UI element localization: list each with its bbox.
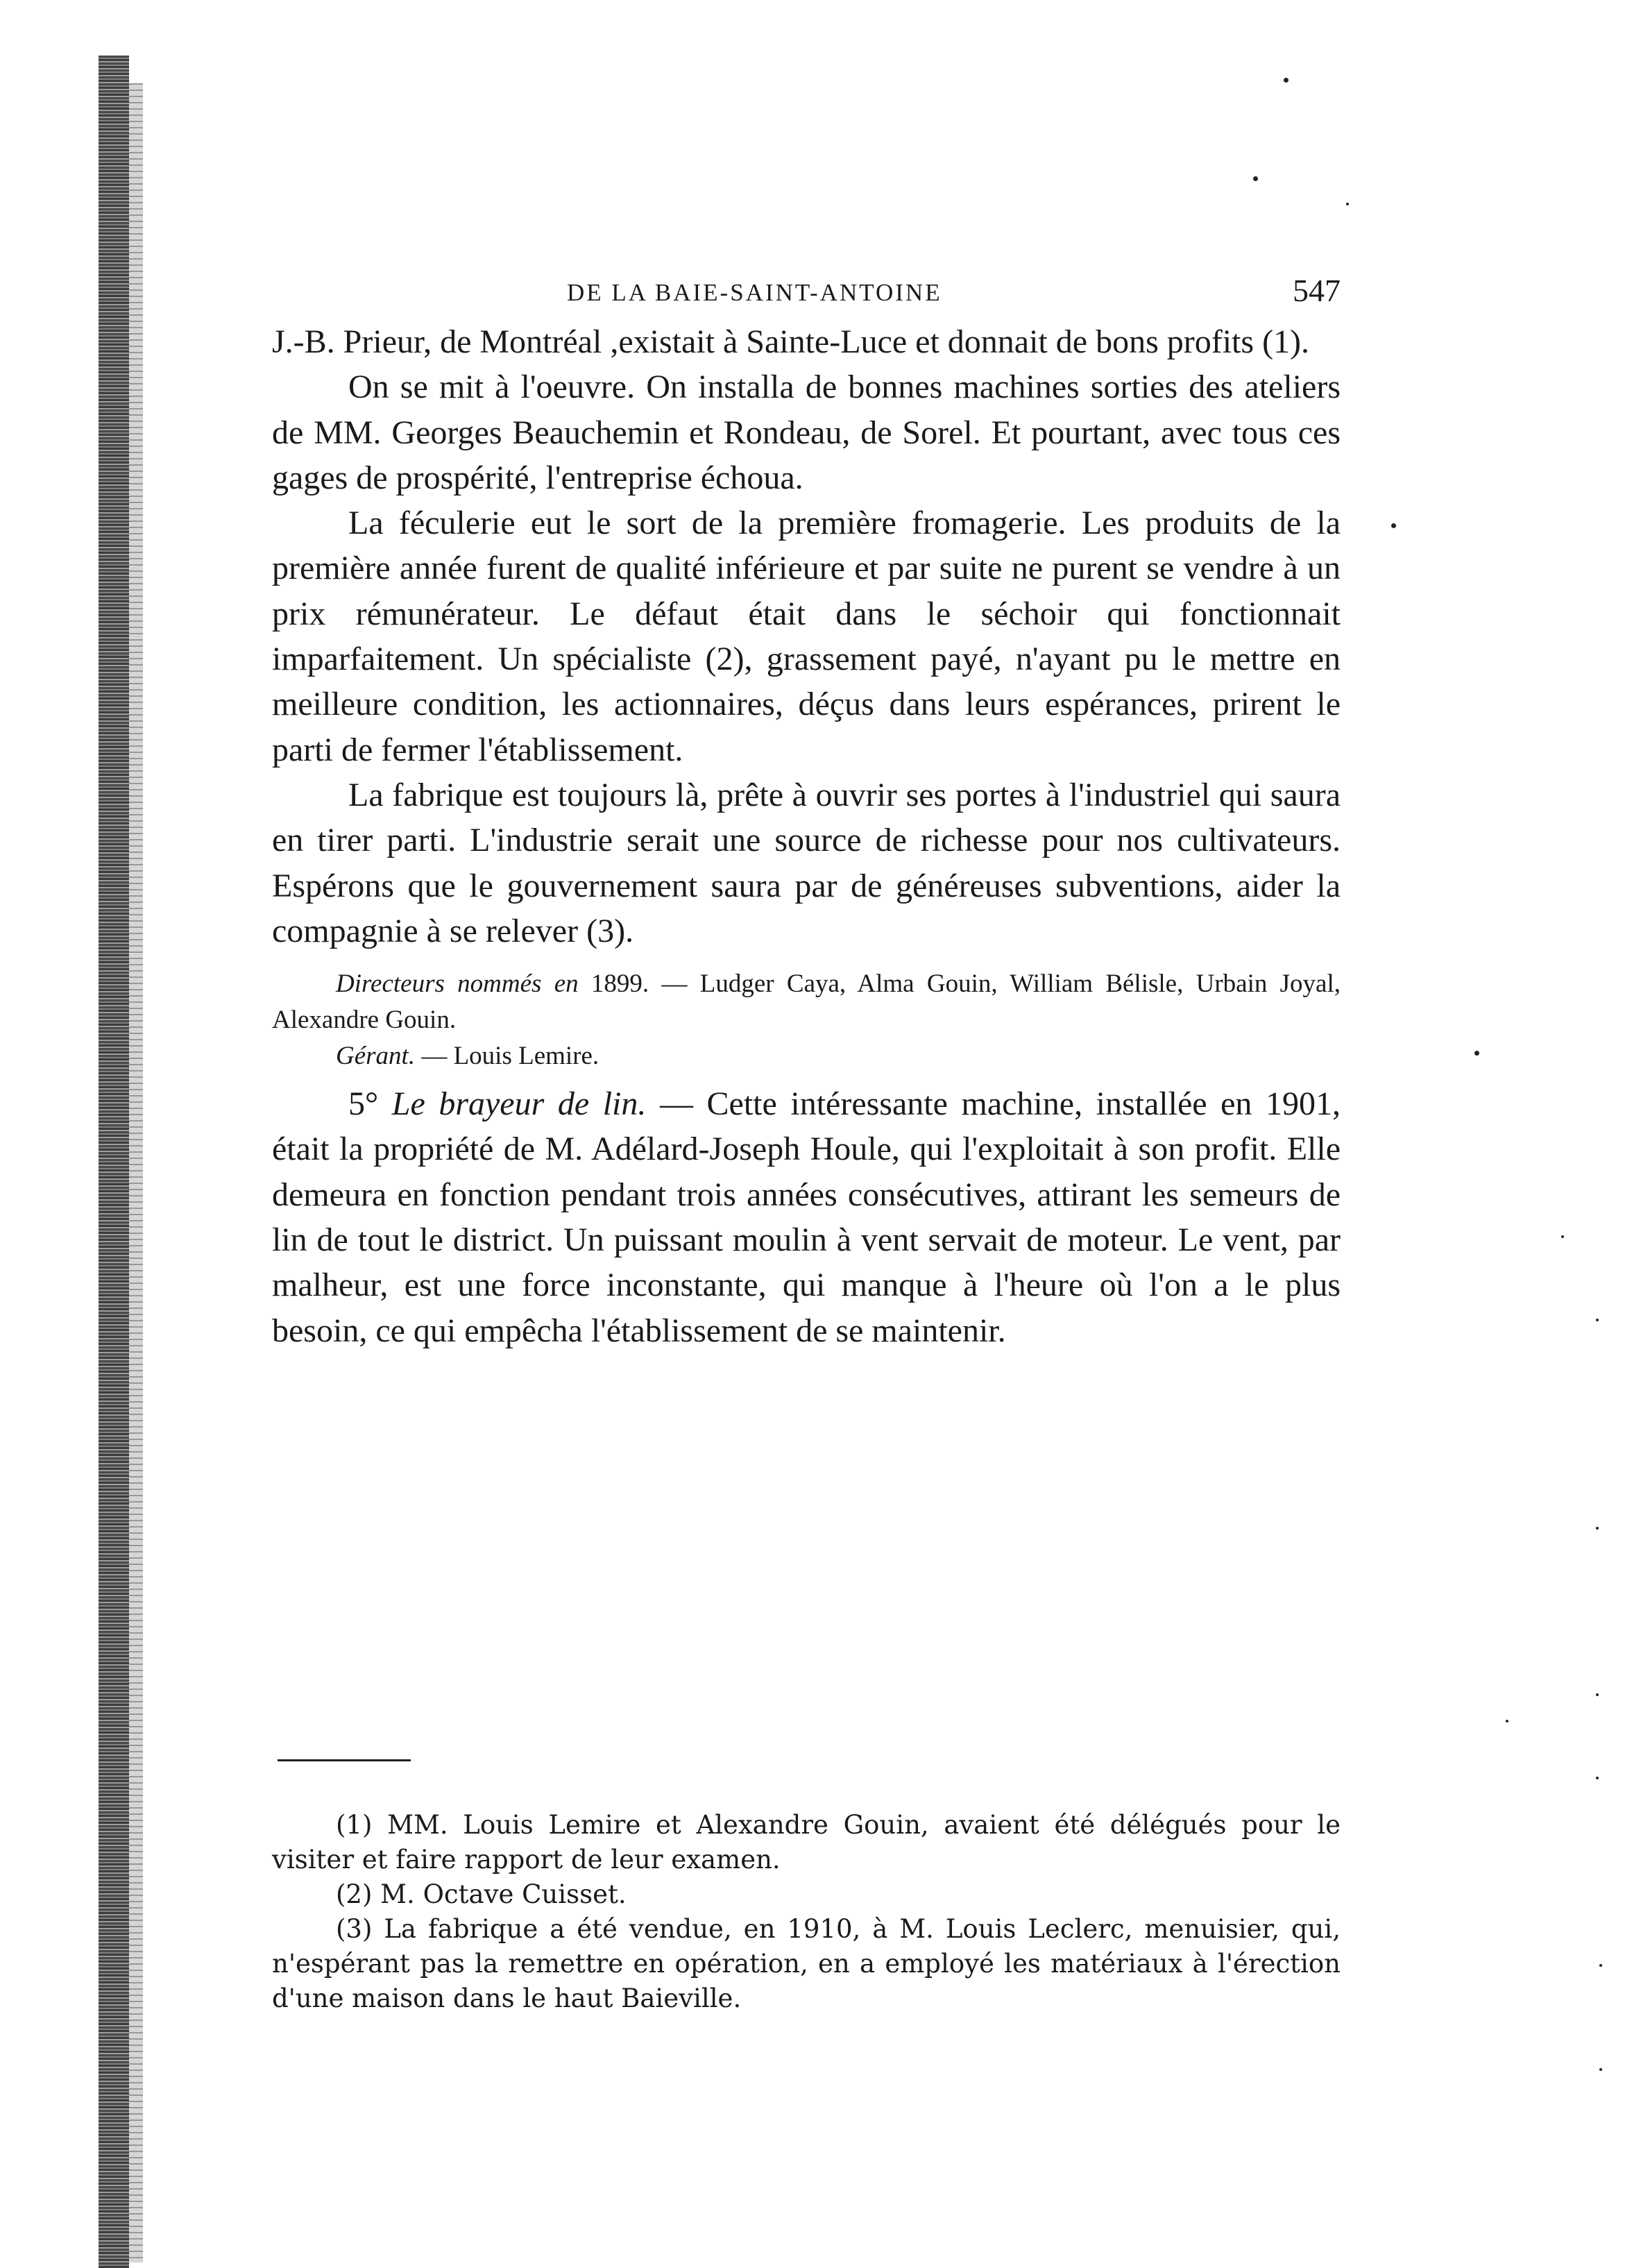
directors-label: Directeurs nommés en xyxy=(336,970,579,999)
page-header xyxy=(272,271,1341,319)
item-title: Le brayeur de lin. xyxy=(391,1085,647,1123)
scan-speck xyxy=(1346,203,1349,205)
manager-label: Gérant. xyxy=(336,1042,416,1071)
manager-line xyxy=(272,1038,1341,1074)
footnote-3: (3) La fabrique a été vendue, en 1910, à M. Louis Leclerc, menuisier, qui, n'espérant pas la remettre en opération, en a employé les matériaux à l'érection d'une maison dans le haut Baieville. xyxy=(272,1914,1341,2013)
scan-speck xyxy=(1506,1720,1508,1723)
footnote-2: (2) M. Octave Cuisset. xyxy=(336,1879,627,1909)
footnote-1: (1) MM. Louis Lemire et Alexandre Gouin, avaient été délégués pour le visiter et faire rapport de leur examen. xyxy=(272,1810,1341,1875)
manager-text: — Louis Lemire. xyxy=(415,1042,599,1071)
scan-speck xyxy=(1253,176,1258,181)
scan-speck xyxy=(1599,2068,1602,2071)
paragraph: On se mit à l'oeuvre. On installa de bonnes machines sorties des ateliers de MM. Georges Beauchemin et Rondeau, de Sorel. Et pourtant, avec tous ces gages de prospérité, l'entreprise échoua. xyxy=(272,369,1341,496)
scan-speck xyxy=(1391,523,1396,528)
scan-speck xyxy=(1561,1235,1564,1238)
scan-speck xyxy=(1474,1051,1479,1056)
footnote-rule xyxy=(278,1759,411,1761)
directors-line xyxy=(272,966,1341,1038)
paragraph: La féculerie eut le sort de la première fromagerie. Les produits de la première année furent de qualité inférieure et par suite ne purent se vendre à un prix rémunérateur. Le défaut était dans le séchoir qui fonctionnait imparfaitement. Un spécialiste (2), grassement payé, n'ayant pu le mettre en meilleure condition, les actionnaires, déçus dans leurs espérances, prirent le parti de fermer l'établissement. xyxy=(272,505,1341,768)
scan-speck xyxy=(1596,1777,1599,1779)
directors-text: 1899. — Ludger Caya, Alma Gouin, William Bélisle, Urbain Joyal, Alexandre Gouin. xyxy=(272,970,1341,1035)
body-text-section-5 xyxy=(272,1081,1341,1353)
section-5-paragraph xyxy=(272,1081,1341,1353)
scan-speck xyxy=(1599,1964,1602,1967)
book-binding-edge xyxy=(99,56,129,2268)
paragraph: La fabrique est toujours là, prête à ouvrir ses portes à l'industriel qui saura en tirer parti. L'industrie serait une source de richesse pour nos cultivateurs. Espérons que le gouvernement saura par de généreuses subventions, aider la compagnie à se relever (3). xyxy=(272,776,1341,949)
body-text xyxy=(272,319,1341,954)
book-binding-shadow xyxy=(129,83,143,2262)
item-text: — Cette intéressante machine, installée en 1901, était la propriété de M. Adélard-Joseph Houle, qui l'exploitait à son profit. Elle demeura en fonction pendant trois années consécutives, attirant les semeurs de lin de tout le district. Un puissant moulin à vent servait de moteur. Le vent, par malheur, est une force inconstante, qui manque à l'heure où l'on a le plus besoin, ce qui empêcha l'établissement de se maintenir. xyxy=(272,1085,1341,1349)
scan-speck xyxy=(1596,1693,1599,1696)
paragraph: J.-B. Prieur, de Montréal ,existait à Sainte-Luce et donnait de bons profits (1). xyxy=(272,323,1310,360)
footnotes xyxy=(272,1808,1341,2016)
scan-speck xyxy=(1596,1319,1599,1321)
scan-speck xyxy=(1596,1527,1599,1530)
running-head: DE LA BAIE-SAINT-ANTOINE xyxy=(567,279,942,306)
page-content xyxy=(272,271,1341,1353)
scan-speck xyxy=(1284,78,1288,83)
company-officers xyxy=(272,966,1341,1074)
page-number: 547 xyxy=(1293,273,1341,308)
item-number: 5° xyxy=(348,1085,379,1123)
